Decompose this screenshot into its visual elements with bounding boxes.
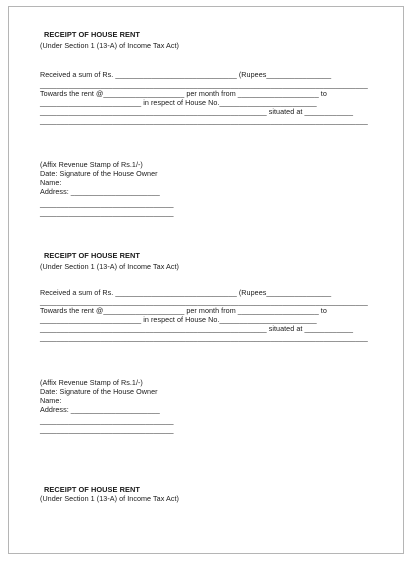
date-signature: Date: Signature of the House Owner	[40, 387, 158, 396]
blank-line: _________________________________________________________________________________	[40, 116, 368, 125]
address-line: _________________________________	[40, 416, 174, 425]
address-line: _________________________________	[40, 208, 174, 217]
rent-line: Towards the rent @____________________ per month from ____________________ to	[40, 89, 327, 98]
address-label: Address: ______________________	[40, 187, 160, 196]
name-label: Name:	[40, 178, 62, 187]
received-sum-line: Received a sum of Rs. ______________________________ (Rupees________________	[40, 70, 332, 79]
house-no-line: _________________________ in respect of House No.________________________	[40, 98, 317, 107]
blank-line: _________________________________________________________________________________	[40, 297, 368, 306]
rent-line: Towards the rent @____________________ per month from ____________________ to	[40, 306, 327, 315]
stamp-note: (Affix Revenue Stamp of Rs.1/-)	[40, 160, 143, 169]
receipt-title: RECEIPT OF HOUSE RENT	[44, 485, 140, 494]
situated-line: ________________________________________________________ situated at ____________	[40, 324, 354, 333]
receipt-title: RECEIPT OF HOUSE RENT	[44, 30, 140, 39]
receipt-subtitle: (Under Section 1 (13-A) of Income Tax Act)	[40, 41, 179, 50]
name-label: Name:	[40, 396, 62, 405]
house-no-line: _________________________ in respect of House No.________________________	[40, 315, 317, 324]
stamp-note: (Affix Revenue Stamp of Rs.1/-)	[40, 378, 143, 387]
date-signature: Date: Signature of the House Owner	[40, 169, 158, 178]
blank-line: _________________________________________________________________________________	[40, 80, 368, 89]
received-sum-line: Received a sum of Rs. ______________________________ (Rupees________________	[40, 288, 332, 297]
receipt-title: RECEIPT OF HOUSE RENT	[44, 251, 140, 260]
address-label: Address: ______________________	[40, 405, 160, 414]
situated-line: ________________________________________________________ situated at ____________	[40, 107, 354, 116]
address-line: _________________________________	[40, 199, 174, 208]
address-line: _________________________________	[40, 425, 174, 434]
blank-line: _________________________________________________________________________________	[40, 333, 368, 342]
receipt-subtitle: (Under Section 1 (13-A) of Income Tax Act)	[40, 494, 179, 503]
receipt-subtitle: (Under Section 1 (13-A) of Income Tax Act)	[40, 262, 179, 271]
